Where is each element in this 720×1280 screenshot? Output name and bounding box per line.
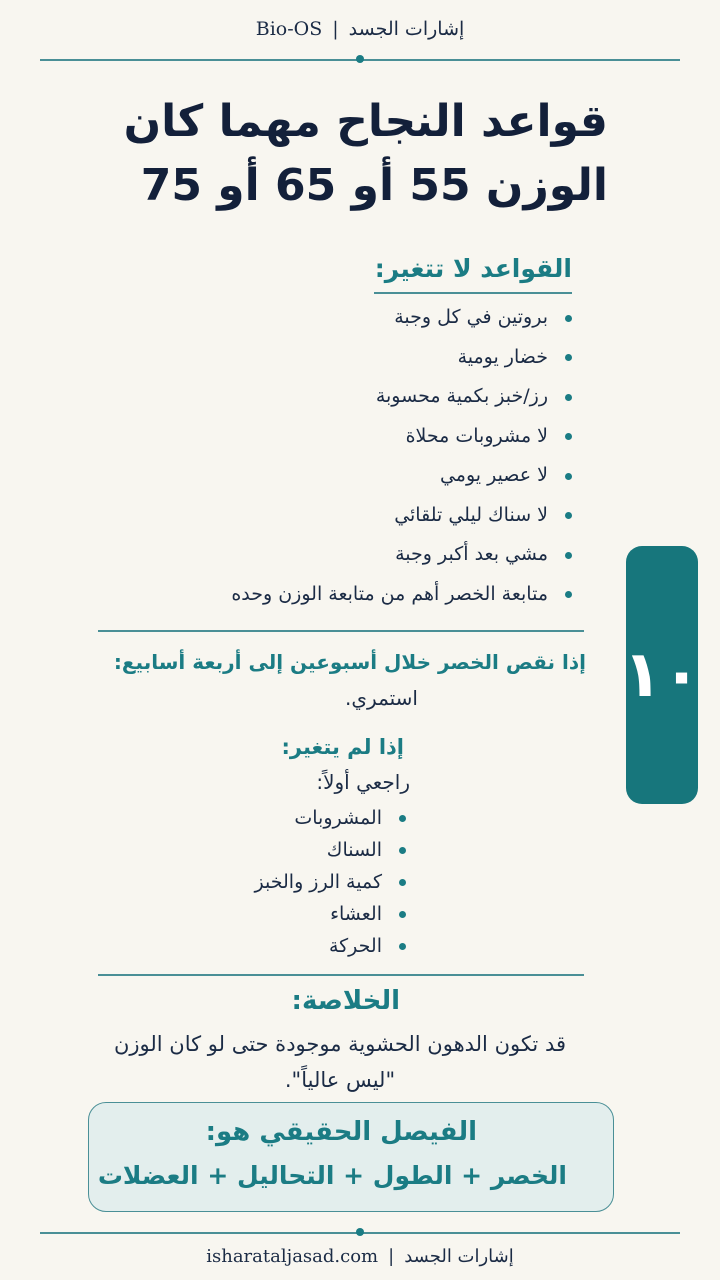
brand-name-arabic: إشارات الجسد	[348, 18, 465, 40]
list-item: مشي بعد أكبر وجبة	[152, 535, 572, 575]
rules-heading-underline	[374, 292, 572, 294]
conclusion-text: قد تكون الدهون الحشوية موجودة حتى لو كان الوزن "ليس عالياً".	[113, 1032, 567, 1092]
list-item: العشاء	[206, 898, 406, 930]
title-line-1: قواعد النجاح مهما كان	[123, 96, 608, 147]
decrease-heading: إذا نقص الخصر خلال أسبوعين إلى أربعة أسابيع:	[113, 650, 586, 674]
decrease-text: استمري.	[345, 686, 418, 710]
header-divider-dot	[356, 55, 364, 63]
verdict-heading: الفيصل الحقيقي هو:	[205, 1117, 477, 1147]
footer-divider-dot	[356, 1228, 364, 1236]
list-item: لا عصير يومي	[152, 456, 572, 496]
section-divider-1	[98, 630, 584, 632]
brand-name-english: Bio-OS	[255, 18, 323, 40]
footer-site-link[interactable]: isharataljasad.com	[206, 1246, 379, 1267]
list-item: لا مشروبات محلاة	[152, 417, 572, 457]
rules-list	[152, 298, 572, 614]
title-line-2: الوزن 55 أو 65 أو 75	[140, 160, 608, 211]
no-change-intro: راجعي أولاً:	[316, 770, 410, 794]
page-number-badge	[622, 546, 702, 804]
list-item: خضار يومية	[152, 338, 572, 378]
list-item: لا سناك ليلي تلقائي	[152, 496, 572, 536]
list-item: كمية الرز والخبز	[206, 866, 406, 898]
page-number: ١٠	[622, 638, 702, 712]
check-list	[206, 802, 406, 962]
section-divider-2	[98, 974, 584, 976]
verdict-box	[88, 1102, 614, 1212]
footer-brand-arabic: إشارات الجسد	[404, 1246, 514, 1267]
list-item: بروتين في كل وجبة	[152, 298, 572, 338]
header-separator: |	[332, 18, 339, 40]
list-item: السناك	[206, 834, 406, 866]
list-item: الحركة	[206, 930, 406, 962]
footer-separator: |	[388, 1246, 395, 1267]
page-title	[88, 90, 608, 218]
list-item: رز/خبز بكمية محسوبة	[152, 377, 572, 417]
verdict-formula: الخصر + الطول + التحاليل + العضلات	[97, 1161, 567, 1190]
page-footer	[0, 1246, 720, 1267]
list-item: متابعة الخصر أهم من متابعة الوزن وحده	[152, 575, 572, 615]
list-item: المشروبات	[206, 802, 406, 834]
page-header	[0, 18, 720, 40]
rules-heading: القواعد لا تتغير:	[374, 254, 572, 283]
no-change-heading: إذا لم يتغير:	[281, 735, 404, 759]
conclusion-heading: الخلاصة:	[291, 986, 400, 1016]
